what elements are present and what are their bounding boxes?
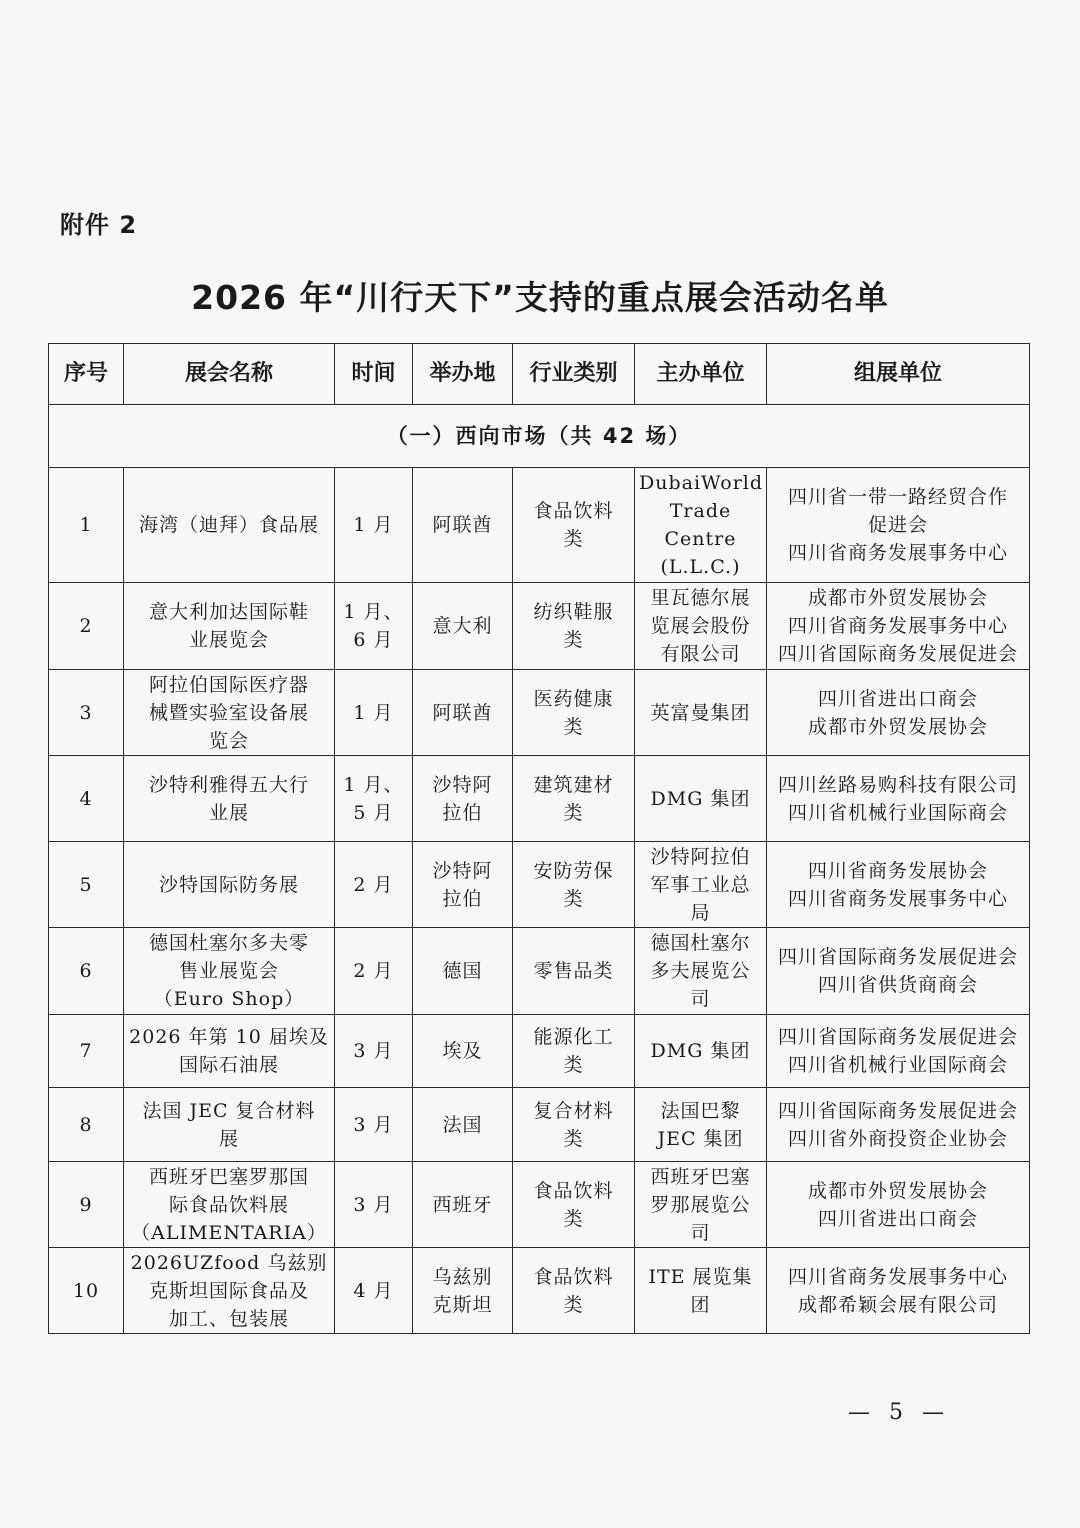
table-cell [513, 1248, 635, 1334]
page-number: — 5 — [848, 1400, 950, 1425]
table-cell [124, 842, 335, 928]
table-cell [635, 1248, 767, 1334]
header-cell: 序号 [49, 344, 124, 405]
cell-text: 能源化工 类 [533, 1026, 614, 1076]
table-cell [635, 583, 767, 670]
table-cell [413, 468, 513, 583]
table-cell [513, 756, 635, 842]
header-cell: 组展单位 [767, 344, 1030, 405]
table-cell [335, 468, 413, 583]
cell-text: 法国 JEC 复合材料 展 [142, 1099, 316, 1150]
cell-text: 四川丝路易购科技有限公司 四川省机械行业国际商会 [777, 773, 1018, 824]
cell-text: 食品饮料 类 [533, 1179, 614, 1230]
table-cell [335, 1015, 413, 1088]
header-cell: 主办单位 [635, 344, 767, 405]
cell-text: 3 月 [353, 1040, 394, 1062]
table-cell [767, 1088, 1030, 1162]
cell-text: 3 月 [353, 1113, 394, 1136]
cell-text: 安防劳保 类 [533, 859, 614, 910]
table-cell [49, 583, 124, 670]
table-cell [335, 670, 413, 756]
table-cell [767, 1248, 1030, 1334]
cell-text: 四川省一带一路经贸合作 促进会 四川省商务发展事务中心 [787, 486, 1008, 564]
table-row [49, 670, 1030, 756]
table-cell [635, 842, 767, 928]
table-cell [124, 670, 335, 756]
table-cell [413, 1162, 513, 1248]
document-title: 2026 年“川行天下”支持的重点展会活动名单 [191, 278, 889, 317]
table-cell [635, 756, 767, 842]
table-cell [335, 928, 413, 1015]
table-cell [767, 756, 1030, 842]
cell-text: 1 月 [353, 701, 394, 724]
table-cell [767, 670, 1030, 756]
cell-text: 3 [79, 701, 93, 724]
section-row [49, 405, 1030, 468]
table-row [49, 1248, 1030, 1334]
cell-text: 沙特阿拉伯 军事工业总 局 [650, 845, 751, 924]
table-cell [413, 583, 513, 670]
table-cell [335, 1088, 413, 1162]
table-cell [49, 468, 124, 583]
cell-text: ITE 展览集 团 [648, 1265, 753, 1316]
cell-text: 埃及 [442, 1040, 483, 1062]
cell-text: 里瓦德尔展 览展会股份 有限公司 [650, 587, 751, 665]
table-cell [49, 1162, 124, 1248]
table-cell [49, 928, 124, 1015]
cell-text: 西班牙巴塞罗那国 际食品饮料展 （ALIMENTARIA） [131, 1165, 327, 1244]
cell-text: 纺织鞋服 类 [533, 601, 614, 651]
cell-text: 阿拉伯国际医疗器 械暨实验室设备展 览会 [148, 673, 309, 752]
cell-text: 四川省国际商务发展促进会 四川省供货商商会 [777, 946, 1018, 996]
cell-text: 西班牙 [432, 1193, 493, 1216]
table-cell [767, 468, 1030, 583]
table-cell [513, 1088, 635, 1162]
table-cell [124, 1162, 335, 1248]
table-cell [335, 1248, 413, 1334]
cell-text: 乌兹别 克斯坦 [432, 1265, 493, 1316]
table-cell [335, 756, 413, 842]
cell-text: 2026 年第 10 届埃及 国际石油展 [129, 1026, 329, 1076]
table-cell [49, 1088, 124, 1162]
table-cell [767, 842, 1030, 928]
table-cell [767, 1162, 1030, 1248]
table-row [49, 583, 1030, 670]
header-row [49, 344, 1030, 405]
header-cell: 行业类别 [513, 344, 635, 405]
table-cell [124, 928, 335, 1015]
table-cell [49, 842, 124, 928]
cell-text: 英富曼集团 [650, 701, 751, 724]
table-cell [335, 1162, 413, 1248]
table-cell [124, 1248, 335, 1334]
cell-text: 德国 [442, 960, 483, 982]
cell-text: 阿联酋 [432, 701, 493, 724]
table-cell [635, 1088, 767, 1162]
cell-text: 四川省商务发展协会 四川省商务发展事务中心 [787, 859, 1008, 910]
table-cell [49, 1248, 124, 1334]
table-cell [49, 756, 124, 842]
cell-text: 法国巴黎 JEC 集团 [657, 1099, 744, 1150]
cell-text: 四川省商务发展事务中心 成都希颖会展有限公司 [787, 1265, 1008, 1316]
header-cell: 时间 [335, 344, 413, 405]
cell-text: 食品饮料 类 [533, 500, 614, 550]
exhibition-table [48, 343, 1030, 1334]
cell-text: 5 [79, 873, 93, 896]
cell-text: 4 月 [353, 1279, 394, 1302]
cell-text: 零售品类 [533, 960, 614, 982]
cell-text: DubaiWorld Trade Centre (L.L.C.) [639, 472, 764, 578]
table-cell [124, 468, 335, 583]
cell-text: 成都市外贸发展协会 四川省商务发展事务中心 四川省国际商务发展促进会 [777, 587, 1018, 665]
cell-text: 2026UZfood 乌兹别 克斯坦国际食品及 加工、包装展 [130, 1251, 328, 1330]
cell-text: 10 [72, 1279, 100, 1302]
cell-text: 沙特国际防务展 [158, 873, 299, 896]
cell-text: 海湾（迪拜）食品展 [138, 514, 319, 536]
table-cell [413, 1015, 513, 1088]
cell-text: 意大利加达国际鞋 业展览会 [148, 601, 309, 651]
table-cell [767, 1015, 1030, 1088]
table-row [49, 928, 1030, 1015]
cell-text: 阿联酋 [432, 514, 493, 536]
cell-text: 法国 [442, 1113, 483, 1136]
cell-text: 四川省进出口商会 成都市外贸发展协会 [807, 687, 988, 738]
cell-text: 4 [79, 787, 93, 810]
cell-text: 1 月、 6 月 [343, 601, 404, 651]
cell-text: 四川省国际商务发展促进会 四川省外商投资企业协会 [777, 1099, 1018, 1150]
header-cell: 举办地 [413, 344, 513, 405]
table-row [49, 1088, 1030, 1162]
table-cell [413, 1248, 513, 1334]
table-cell [635, 468, 767, 583]
table-cell [635, 1015, 767, 1088]
table-cell [513, 928, 635, 1015]
table-cell [124, 583, 335, 670]
cell-text: 德国杜塞尔 多夫展览公 司 [650, 932, 751, 1010]
table-cell [635, 928, 767, 1015]
table-cell [513, 1162, 635, 1248]
table-cell [49, 1015, 124, 1088]
cell-text: 2 [79, 615, 93, 637]
cell-text: 3 月 [353, 1193, 394, 1216]
section-title: （一）西向市场（共 42 场） [49, 405, 1030, 468]
cell-text: 8 [79, 1113, 93, 1136]
table-row [49, 842, 1030, 928]
cell-text: 2 月 [353, 960, 394, 982]
cell-text: 9 [79, 1193, 93, 1216]
cell-text: 食品饮料 类 [533, 1265, 614, 1316]
table-row [49, 756, 1030, 842]
cell-text: 四川省国际商务发展促进会 四川省机械行业国际商会 [777, 1026, 1018, 1076]
table-cell [635, 1162, 767, 1248]
table-cell [513, 468, 635, 583]
attachment-label: 附件 2 [60, 211, 138, 239]
table-cell [335, 842, 413, 928]
cell-text: 沙特阿 拉伯 [432, 773, 493, 824]
cell-text: 医药健康 类 [533, 687, 614, 738]
cell-text: 1 [79, 514, 93, 536]
table-cell [49, 670, 124, 756]
table-cell [413, 756, 513, 842]
table-cell [124, 1088, 335, 1162]
cell-text: DMG 集团 [650, 1040, 751, 1062]
table-cell [413, 928, 513, 1015]
table-cell [124, 1015, 335, 1088]
table-cell [513, 842, 635, 928]
cell-text: 1 月、 5 月 [343, 773, 404, 824]
table-cell [335, 583, 413, 670]
cell-text: DMG 集团 [650, 787, 751, 810]
cell-text: 6 [79, 960, 93, 982]
table-cell [413, 842, 513, 928]
cell-text: 沙特阿 拉伯 [432, 859, 493, 910]
cell-text: 西班牙巴塞 罗那展览公 司 [650, 1165, 751, 1244]
table-row [49, 1162, 1030, 1248]
table-cell [413, 670, 513, 756]
cell-text: 1 月 [353, 514, 394, 536]
table-cell [413, 1088, 513, 1162]
table-cell [767, 928, 1030, 1015]
cell-text: 复合材料 类 [533, 1099, 614, 1150]
table-row [49, 468, 1030, 583]
table-cell [635, 670, 767, 756]
table-cell [767, 583, 1030, 670]
table-cell [513, 583, 635, 670]
table-cell [513, 1015, 635, 1088]
cell-text: 沙特利雅得五大行 业展 [148, 773, 309, 824]
cell-text: 2 月 [353, 873, 394, 896]
cell-text: 建筑建材 类 [533, 773, 614, 824]
table-row [49, 1015, 1030, 1088]
cell-text: 德国杜塞尔多夫零 售业展览会 （Euro Shop） [148, 932, 309, 1010]
table-cell [124, 756, 335, 842]
table-cell [513, 670, 635, 756]
header-cell: 展会名称 [124, 344, 335, 405]
cell-text: 7 [79, 1040, 93, 1062]
cell-text: 意大利 [432, 615, 493, 637]
cell-text: 成都市外贸发展协会 四川省进出口商会 [807, 1179, 988, 1230]
